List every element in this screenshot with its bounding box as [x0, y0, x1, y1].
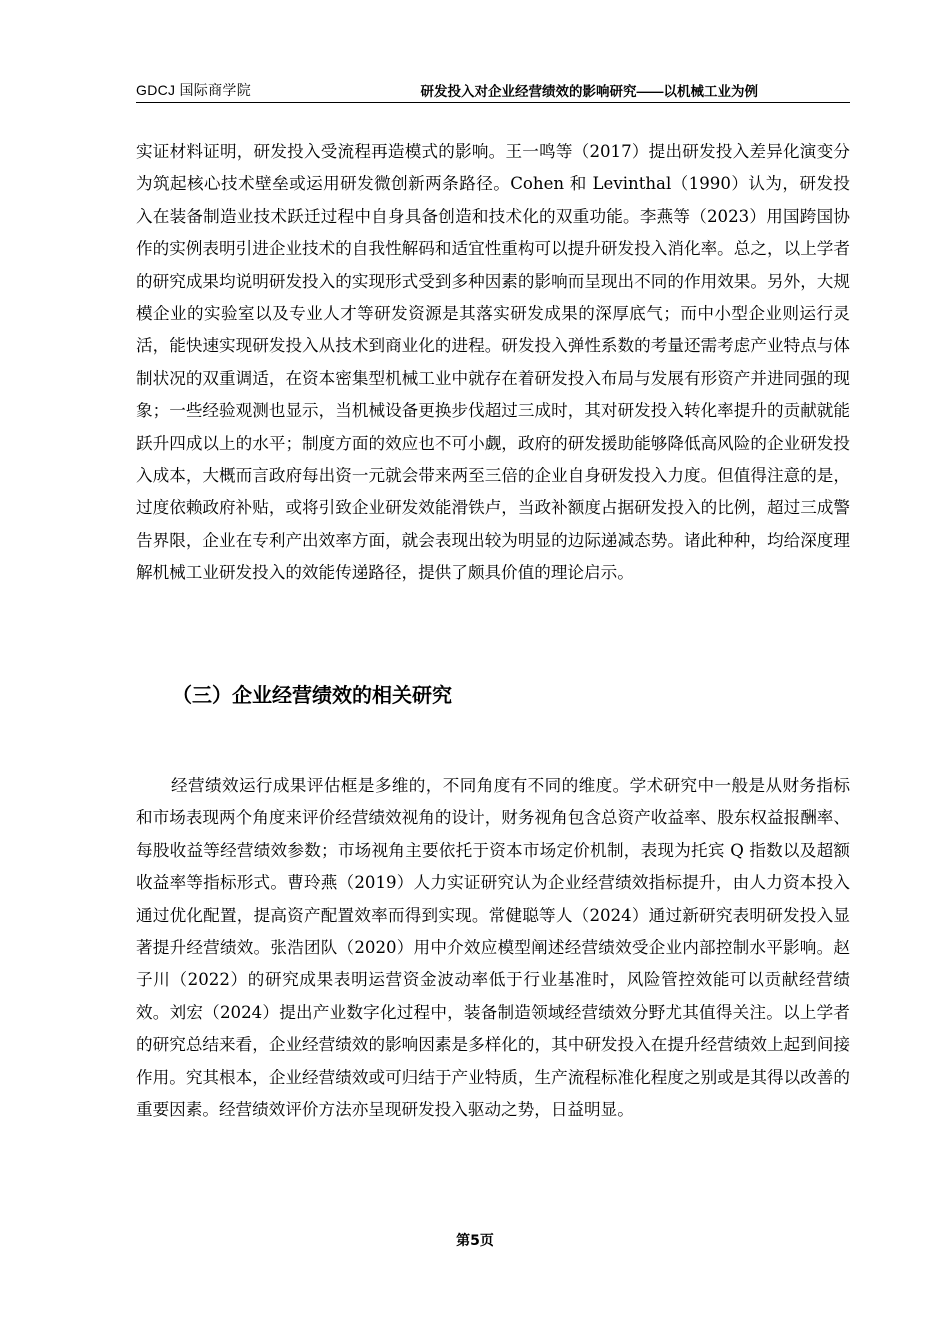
body-paragraph-1: 实证材料证明，研发投入受流程再造模式的影响。王一鸣等（2017）提出研发投入差异化演变分为筑起核心技术壁垒或运用研发微创新两条路径。Cohen 和 Levinthal（1990）认为，研发投入在装备制造业技术跃迁过程中自身具备创造和技术化的双重功能。李燕等（2023）用国跨国协作的实例表明引进企业技术的自我性解码和适宜性重构可以提升研发投入消化率。总之，以上学者的研究成果均说明研发投入的实现形式受到多种因素的影响而呈现出不同的作用效果。另外，大规模企业的实验室以及专业人才等研发资源是其落实研发成果的深厚底气；而中小型企业则运行灵活，能快速实现研发投入从技术到商业化的进程。研发投入弹性系数的考量还需考虑产业特点与体制状况的双重调适，在资本密集型机械工业中就存在着研发投入布局与发展有形资产并进同强的现象；一些经验观测也显示，当机械设备更换步伐超过三成时，其对研发投入转化率提升的贡献就能跃升四成以上的水平；制度方面的效应也不可小觑，政府的研发援助能够降低高风险的企业研发投入成本，大概而言政府每出资一元就会带来两至三倍的企业自身研发投入力度。但值得注意的是，过度依赖政府补贴，或将引致企业研发效能滑铁卢，当政补额度占据研发投入的比例，超过三成警告界限，企业在专利产出效率方面，就会表现出较为明显的边际递减态势。诸此种种，均给深度理解机械工业研发投入的效能传递路径，提供了颇具价值的理论启示。 — [136, 142, 850, 583]
page-header — [136, 72, 850, 103]
header-institution: GDCJ 国际商学院 — [136, 82, 251, 98]
header-paper-title: 研发投入对企业经营绩效的影响研究——以机械工业为例 — [420, 84, 758, 99]
page-number: 第5页 — [456, 1233, 494, 1249]
body-paragraph-2: 经营绩效运行成果评估框是多维的，不同角度有不同的维度。学术研究中一般是从财务指标和市场表现两个角度来评价经营绩效视角的设计，财务视角包含总资产收益率、股东权益报酬率、每股收益等经营绩效参数；市场视角主要依托于资本市场定价机制，表现为托宾 Q 指数以及超额收益率等指标形式。曹玲燕（2019）人力实证研究认为企业经营绩效指标提升，由人力资本投入通过优化配置，提高资产配置效率而得到实现。常健聪等人（2024）通过新研究表明研发投入显著提升经营绩效。张浩团队（2020）用中介效应模型阐述经营绩效受企业内部控制水平影响。赵子川（2022）的研究成果表明运营资金波动率低于行业基准时，风险管控效能可以贡献经营绩效。刘宏（2024）提出产业数字化过程中，装备制造领域经营绩效分野尤其值得关注。以上学者的研究总结来看，企业经营绩效的影响因素是多样化的，其中研发投入在提升经营绩效上起到间接作用。究其根本，企业经营绩效或可归结于产业特质，生产流程标准化程度之别或是其得以改善的重要因素。经营绩效评价方法亦呈现研发投入驱动之势，日益明显。 — [136, 776, 850, 1120]
section-heading: （三）企业经营绩效的相关研究 — [172, 683, 452, 707]
